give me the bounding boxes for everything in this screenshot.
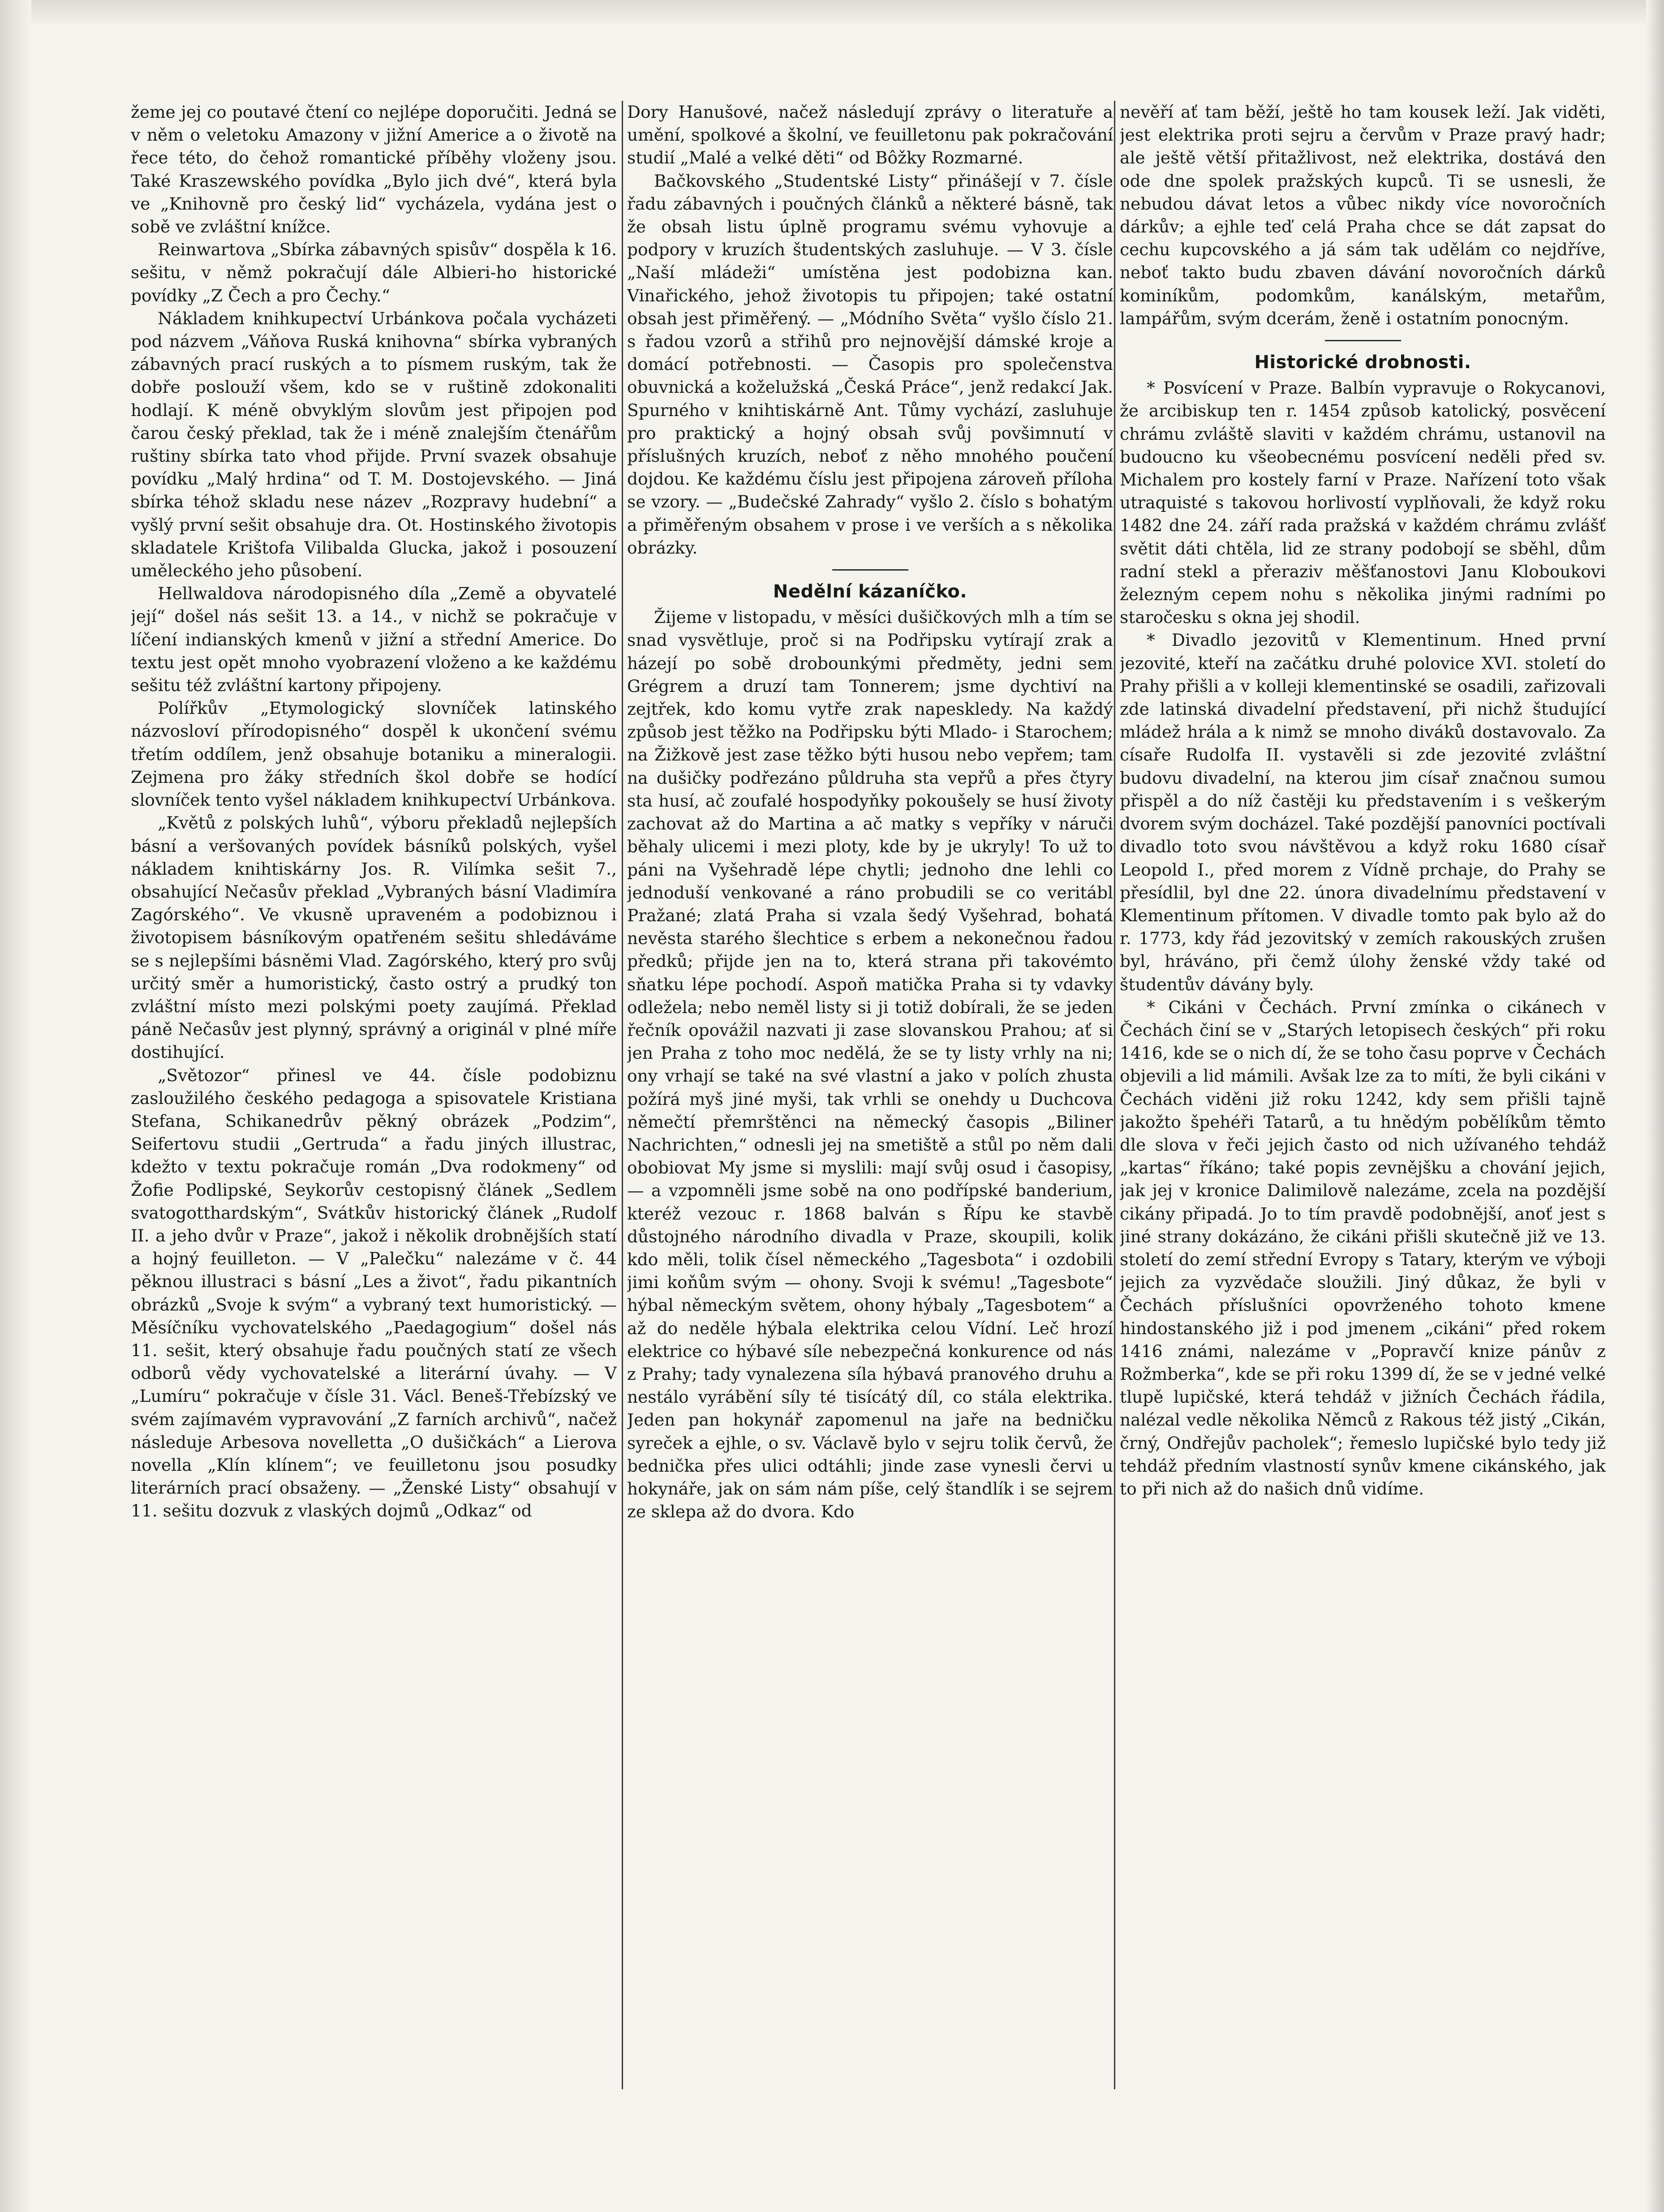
- column-divider-1: [622, 101, 623, 2089]
- col2-paragraph-2: Bačkovského „Studentské Listy“ přinášejí v 7. čísle řadu zábavných i poučných článků a některé básně, tak že obsah listu úplně programu svému vyhovuje a podpory v kruzích študentských zasluhuje. — V 3. čísle „Naší mládeži“ umístěna jest podobizna kan. Vinařického, jehož životopis tu připojen; také ostatní obsah jest přiměřený. — „Módního Světa“ vyšlo číslo 21. s řadou vzorů a střihů pro nejnovější dámské kroje a domácí potřebnosti. — Časopis pro společenstva obuvnická a koželužská „Česká Práce“, jenž redakcí Jak. Spurného v knihtiskárně Ant. Tůmy vychází, zasluhuje pro praktický a hojný obsah svůj povšimnutí v příslušných kruzích, neboť z něho mnohého poučení dojdou. Ke každému číslu jest připojena zároveň příloha se vzory. — „Budečské Zahrady“ vyšlo 2. číslo s bohatým a přiměřeným obsahem v prose i ve verších a s několika obrázky.: [627, 171, 1113, 558]
- section-heading-history: Historické drobnosti.: [1254, 352, 1471, 373]
- column-divider-2: [1114, 101, 1115, 2089]
- col3-paragraph-4: * Cikáni v Čechách. První zmínka o cikánech v Čechách činí se v „Starých letopisech českých“ při roku 1416, kde se o nich dí, že se toho času poprve v Čechách objevili a lid mámili. Avšak lze za to míti, že byli cikáni v Čechách viděni již roku 1242, kdy sem přišli tajně jakožto špehéři Tatarů, a tu hnědým pobělíkům těmto dle slova v řeči jejich často od nich užívaného tehdáž „kartas“ říkáno; také popis zevnějšku a chování jejich, jak jej v kronice Dalimilově nalezáme, zcela na pozdější cikány připadá. Jo to tím pravdě podobnější, anoť jest s jiné strany dokázáno, že cikáni přišli skutečně již ve 13. století do zemí střední Evropy s Tatary, kterým ve výboji jejich za vyzvědače sloužili. Jiný důkaz, že byli v Čechách příslušníci opovrženého tohoto kmene hindostanského již i pod jmenem „cikáni“ před rokem 1416 známi, nalezáme v „Popravčí knize pánův z Rožmberka“, kde se při roku 1399 dí, že se v jedné velké tlupě lupičské, která tehdáž v jižních Čechách řádila, nalézal vedle několika Němců z Rakous též jistý „Cikán, črný, Ondřejův pacholek“; řemeslo lupičské bylo tedy již tehdáž předním vlastností synův kmene cikánského, jak to při nich až do našich dnů vidíme.: [1120, 997, 1606, 1499]
- scan-shadow-left: [0, 0, 31, 2212]
- column-2: [627, 101, 1113, 2103]
- scan-shadow-top: [0, 0, 1664, 27]
- col2-paragraph-1: Dory Hanušové, načež následují zprávy o literatuře a umění, spolkové a školní, ve feuilletonu pak pokračování studií „Malé a velké děti“ od Bôžky Rozmarné.: [627, 102, 1113, 168]
- col1-paragraph-2: Reinwartova „Sbírka zábavných spisův“ dospěla k 16. sešitu, v němž pokračují dále Albieri-ho historické povídky „Z Čech a pro Čechy.“: [131, 240, 617, 305]
- col1-paragraph-6: „Květů z polských luhů“, výboru překladů nejlepších básní a veršovaných povídek básníků polských, vyšel nákladem knihtiskárny Jos. R. Vilímka sešit 7., obsahující Nečasův překlad „Vybraných básní Vladimíra Zagórského“. Ve vkusně upraveném a podobiznou i životopisem básníkovým opatřeném sešitu shledáváme se s nejlepšími básněmi Vlad. Zagórského, který pro svůj určitý směr a humoristický, často ostrý a prudký ton zvláštní místo mezi polskými poety zaujímá. Překlad páně Nečasův jest plynný, správný a originál v plné míře dostihující.: [131, 813, 617, 1062]
- col1-paragraph-3: Nákladem knihkupectví Urbánkova počala vycházeti pod názvem „Váňova Ruská knihovna“ sbírka vybraných zábavných prací ruských a to písmem ruským, tak že dobře poslouží všem, kdo se v ruštině zdokonaliti hodlají. K méně obvyklým slovům jest připojen pod čarou český překlad, tak že i méně znalejším čtenářům ruštiny sbírka tato vhod přijde. První svazek obsahuje povídku „Malý hrdina“ od T. M. Dostojevského. — Jiná sbírka téhož skladu nese název „Rozpravy hudební“ a vyšlý první sešit obsahuje dra. Ot. Hostinského životopis skladatele Krištofa Vilibalda Glucka, jakož i posouzení uměleckého jeho působení.: [131, 308, 617, 581]
- col1-paragraph-5: Polířkův „Etymologický slovníček latinského názvosloví přírodopisného“ dospěl k ukončení svému třetím oddílem, jenž obsahuje botaniku a mineralogii. Zejmena pro žáky středních škol dobře se hodící slovníček tento vyšel nákladem knihkupectví Urbánkova.: [131, 698, 617, 810]
- col1-paragraph-4: Hellwaldova národopisného díla „Země a obyvatelé její“ došel nás sešit 13. a 14., v nichž se pokračuje v líčení indianských kmenů v jižní a střední Americe. Do textu jest opět mnoho vyobrazení vloženo a ke každému sešitu též zvláštní kartony připojeny.: [131, 584, 617, 696]
- col3-paragraph-2: * Posvícení v Praze. Balbín vypravuje o Rokycanovi, že arcibiskup ten r. 1454 způsob katolický, posvěcení chrámu zvláště slaviti v každém chrámu, ustanovil na budoucno ku všeobecnému posvícení neděli před sv. Michalem pro kostely farní v Praze. Nařízení toto však utraquisté s takovou horlivostí vyplňovali, že když roku 1482 dne 24. září rada pražská v každém chrámu zvlášť světit dáti chtěla, lid ze strany podobojí se sběhl, dům radní stekl a přeraziv měšťanostovi Janu Kloboukovi železným cepem nohu s několika jinými radními po staročesku s okna jej shodil.: [1120, 378, 1606, 627]
- column-1: [131, 101, 617, 2103]
- section-separator: [832, 569, 908, 571]
- column-3: [1120, 101, 1606, 2103]
- scan-shadow-right: [1646, 0, 1664, 2212]
- section-separator: [1325, 340, 1401, 341]
- col1-paragraph-7: „Světozor“ přinesl ve 44. čísle podobiznu zasloužilého českého pedagoga a spisovatele Kristiana Stefana, Schikanedrův pěkný obrázek „Podzim“, Seifertovu studii „Gertruda“ a řadu jiných illustrac, kdežto v textu pokračuje román „Dva rodokmeny“ od Žofie Podlipské, Seykorův cestopisný článek „Sedlem svatogotthardským“, Svátkův historický článek „Rudolf II. a jeho dvůr v Praze“, jakož i několik drobnějších statí a hojný feuilleton. — V „Palečku“ nalezáme v č. 44 pěknou illustraci s básní „Les a život“, řadu pikantních obrázků „Svoje k svým“ a vybraný text humoristický. — Měsíčníku vychovatelského „Paedagogium“ došel nás 11. sešit, který obsahuje řadu poučných statí ze všech odborů vědy vychovatelské a literární úvahy. — V „Lumíru“ pokračuje v čísle 31. Václ. Beneš-Třebízský ve svém zajímavém vypravování „Z farních archivů“, načež následuje Arbesova novelletta „O dušičkách“ a Lierova novella „Klín klínem“; ve feuilletonu jsou posudky literárních prací obsaženy. — „Ženské Listy“ obsahují v 11. sešitu dozvuk z vlaských dojmů „Odkaz“ od: [131, 1065, 617, 1521]
- col3-paragraph-3: * Divadlo jezovitů v Klementinum. Hned první jezovité, kteří na začátku druhé polovice XVI. století do Prahy přišli a v kolleji klementinské se osadili, zařizovali zde latinská divadelní představení, při nichž študující mládež hrála a k nimž se mnoho diváků dostavovalo. Za císaře Rudolfa II. vystavěli si zde jezovité zvláštní budovu divadelní, na kterou jim císař značnou sumou přispěl a do níž častěji ku představením i s veškerým dvorem svým docházel. Také pozdější panovníci poctívali divadlo toto svou návštěvou a když roku 1680 císař Leopold I., před morem z Vídně prchaje, do Prahy se přesídlil, byl dne 22. února divadelnímu představení v Klementinum přítomen. V divadle tomto pak bylo až do r. 1773, kdy řád jezovitský v zemích rakouských zrušen byl, hráváno, při čemž úlohy ženské vždy také od študentův dávány byly.: [1120, 630, 1606, 994]
- col2-paragraph-3: Žijeme v listopadu, v měsíci dušičkových mlh a tím se snad vysvětluje, proč si na Podřipsku vytírají zrak a házejí po sobě drobounkými předměty, jedni sem Grégrem a druzí tam Tonnerem; jsme dychtiví na zejtřek, kdo komu vytře zrak napeskledy. Na každý způsob jest těžko na Podřipsku býti Mlado- i Starochem; na Žižkově jest zase těžko býti husou nebo vepřem; tam na dušičky podřezáno půldruha sta vepřů a přes čtyry sta husí, ač zoufalé hospodyňky pokoušely se husí životy zachovat až do Martina a ač matky s vepříky v náruči běhaly ulicemi i mezi ploty, kde by je ukryly! To už to páni na Vyšehradě lépe chytli; jednoho dne lehli co jednoduší venkované a ráno probudili se co veritábl Pražané; zlatá Praha si vzala šedý Vyšehrad, bohatá nevěsta starého šlechtice s erbem a nekonečnou řadou předků; přijde jen na to, která strana při takovémto sňatku lépe pochodí. Aspoň matička Praha si ty vdavky odležela; nebo neměl listy si ji totiž dobírali, že se jeden řečník opovážil nazvati ji zase slovanskou Prahou; ať si jen Praha z toho moc nedělá, že se ty listy vrhly na ni; ony vrhají se také na své vlastní a jako v polích zhusta požírá myš jiné myši, tak vrhli se onehdy u Duchcova němečtí přemrštěnci na německý časopis „Biliner Nachrichten,“ odnesli jej na smetiště a stůl po něm dali obobiovat My jsme si myslili: mají svůj osud i časopisy, — a vzpomněli jsme sobě na ono podřípské banderium, kteréž vezouc r. 1868 balván s Řípu ke stavbě důstojného národního divadla v Praze, skoupili, kolik kdo měli, tolik čísel německého „Tagesbota“ i ozdobili jimi koňům svým — ohony. Svoji k svému! „Tagesbote“ hýbal německým světem, ohony hýbaly „Tagesbotem“ a až do neděle hýbala elektrika celou Vídní. Leč hrozí elektrice co hýbavé síle nebezpečná konkurence od nás z Prahy; tady vynalezena síla hýbavá pranového druhu a nestálo vyrábění síly té tisícátý díl, co stála elektrika. Jeden pan hokynář zapomenul na jaře na bedničku syreček a ejhle, o sv. Václavě bylo v sejru tolik červů, že bednička přes ulici odtáhli; jinde zase vynesli červi u hokynáře, jak on sám nám píše, celý štandlík i se sejrem ze sklepa až do dvora. Kdo: [627, 607, 1113, 1522]
- col3-paragraph-1: nevěří ať tam běží, ještě ho tam kousek leží. Jak viděti, jest elektrika proti sejru a červům v Praze pravý hadr; ale ještě větší přitažlivost, než elektrika, dostává den ode dne spolek pražských kupců. Ti se usnesli, že nebudou dávat letos a vůbec nikdy více novoročních dárkův; a ejhle teď celá Praha chce se dát zapsat do cechu kupcovského a já sám tak udělám co nejdříve, neboť takto budu zbaven dávání novoročních dárků kominíkům, podomkům, kanálským, metařům, lampářům, svým dcerám, ženě i ostatním ponocným.: [1120, 102, 1606, 328]
- col1-paragraph-1: žeme jej co poutavé čtení co nejlépe doporučiti. Jedná se v něm o veletoku Amazony v jižní Americe a o životě na řece této, do čehož romantické příběhy vloženy jsou. Také Kraszewského povídka „Bylo jich dvé“, která byla ve „Knihovně pro český lid“ vycházela, vydána jest o sobě ve zvláštní knížce.: [131, 102, 617, 237]
- section-heading-sermon: Nedělní kázaníčko.: [773, 581, 967, 602]
